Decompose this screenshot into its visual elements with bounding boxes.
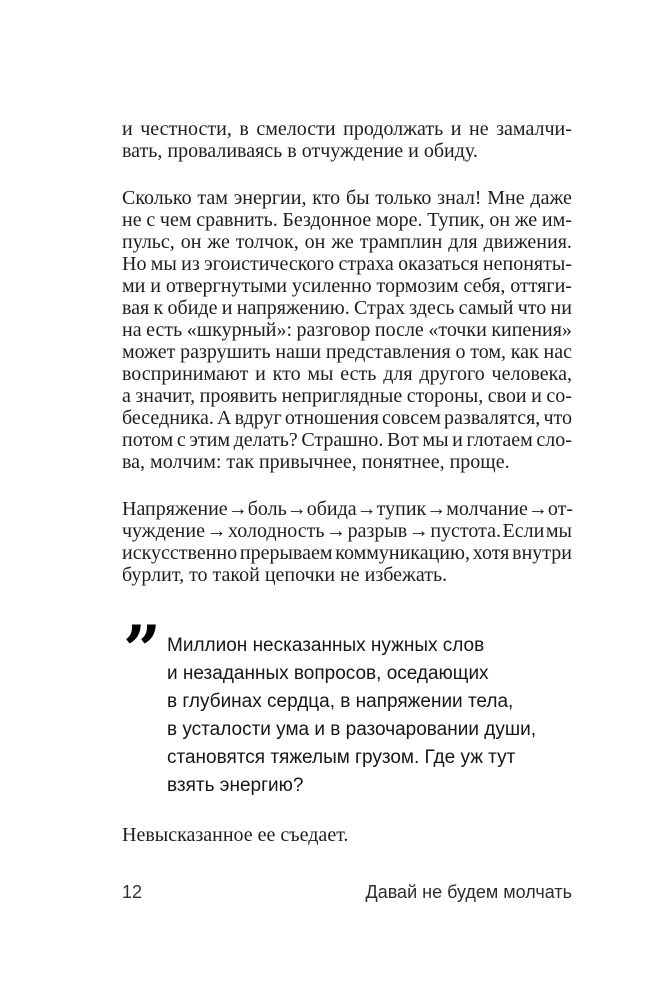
text-line: ва, молчим: так привычнее, понятнее, проще. <box>122 451 510 473</box>
page-number: 12 <box>122 882 143 902</box>
paragraph <box>122 118 572 162</box>
text-line: может разрушить наши представления о том, как нас <box>122 341 572 363</box>
text-line: чуждение → холодность → разрыв → пустота. Если мы <box>122 520 572 542</box>
text-line: Сколько там энергии, кто бы только знал! Мне даже <box>122 187 572 209</box>
text-line: Невысказанное ее съедает. <box>122 824 349 846</box>
text-line: пульс, он же толчок, он же трамплин для движения. <box>122 231 572 253</box>
text-line: Напряжение → боль → обида → тупик → молчание → от- <box>122 498 573 520</box>
text-line: Миллион несказанных нужных слов <box>167 635 485 656</box>
text-line: в глубинах сердца, в напряжении тела, <box>167 691 514 712</box>
page-text-block <box>122 118 572 846</box>
paragraph-chain-arrows <box>122 498 572 586</box>
text-line: искусственно прерываем коммуникацию, хотя внутри <box>122 542 572 564</box>
text-line: потом с этим делать? Страшно. Вот мы и глотаем сло- <box>122 429 572 451</box>
text-line: и незаданных вопросов, оседающих <box>167 663 489 684</box>
text-line: вая к обиде и напряжению. Страх здесь самый что ни <box>122 297 572 319</box>
quotation-mark-icon: ” <box>123 611 159 689</box>
blockquote <box>122 611 572 800</box>
text-line: на есть «шкурный»: разговор после «точки кипения» <box>122 319 572 341</box>
text-line: Но мы из эгоистического страха оказаться непоняты- <box>122 253 572 275</box>
text-line: в усталости ума и в разочаровании души, <box>167 719 536 740</box>
text-line: взять энергию? <box>167 775 304 796</box>
text-line: вать, проваливаясь в отчуждение и обиду. <box>122 140 478 162</box>
text-line: ми и отвергнутыми усиленно тормозим себя, оттяги- <box>122 275 572 297</box>
text-line: становятся тяжелым грузом. Где уж тут <box>167 747 516 768</box>
paragraph <box>122 187 572 473</box>
text-line: воспринимают и кто мы есть для другого человека, <box>122 363 572 385</box>
text-line: и честности, в смелости продолжать и не замалчи- <box>122 118 572 140</box>
page-footer <box>122 882 572 903</box>
text-line: бурлит, то такой цепочки не избежать. <box>122 564 448 586</box>
quote-text <box>167 632 572 800</box>
text-line: беседника. А вдруг отношения совсем развалятся, что <box>122 407 572 429</box>
text-line: не с чем сравнить. Бездонное море. Тупик, он же им- <box>122 209 572 231</box>
closing-paragraph <box>122 824 572 846</box>
running-title: Давай не будем молчать <box>365 882 572 902</box>
text-line: а значит, проявить неприглядные стороны, свои и со- <box>122 385 572 407</box>
